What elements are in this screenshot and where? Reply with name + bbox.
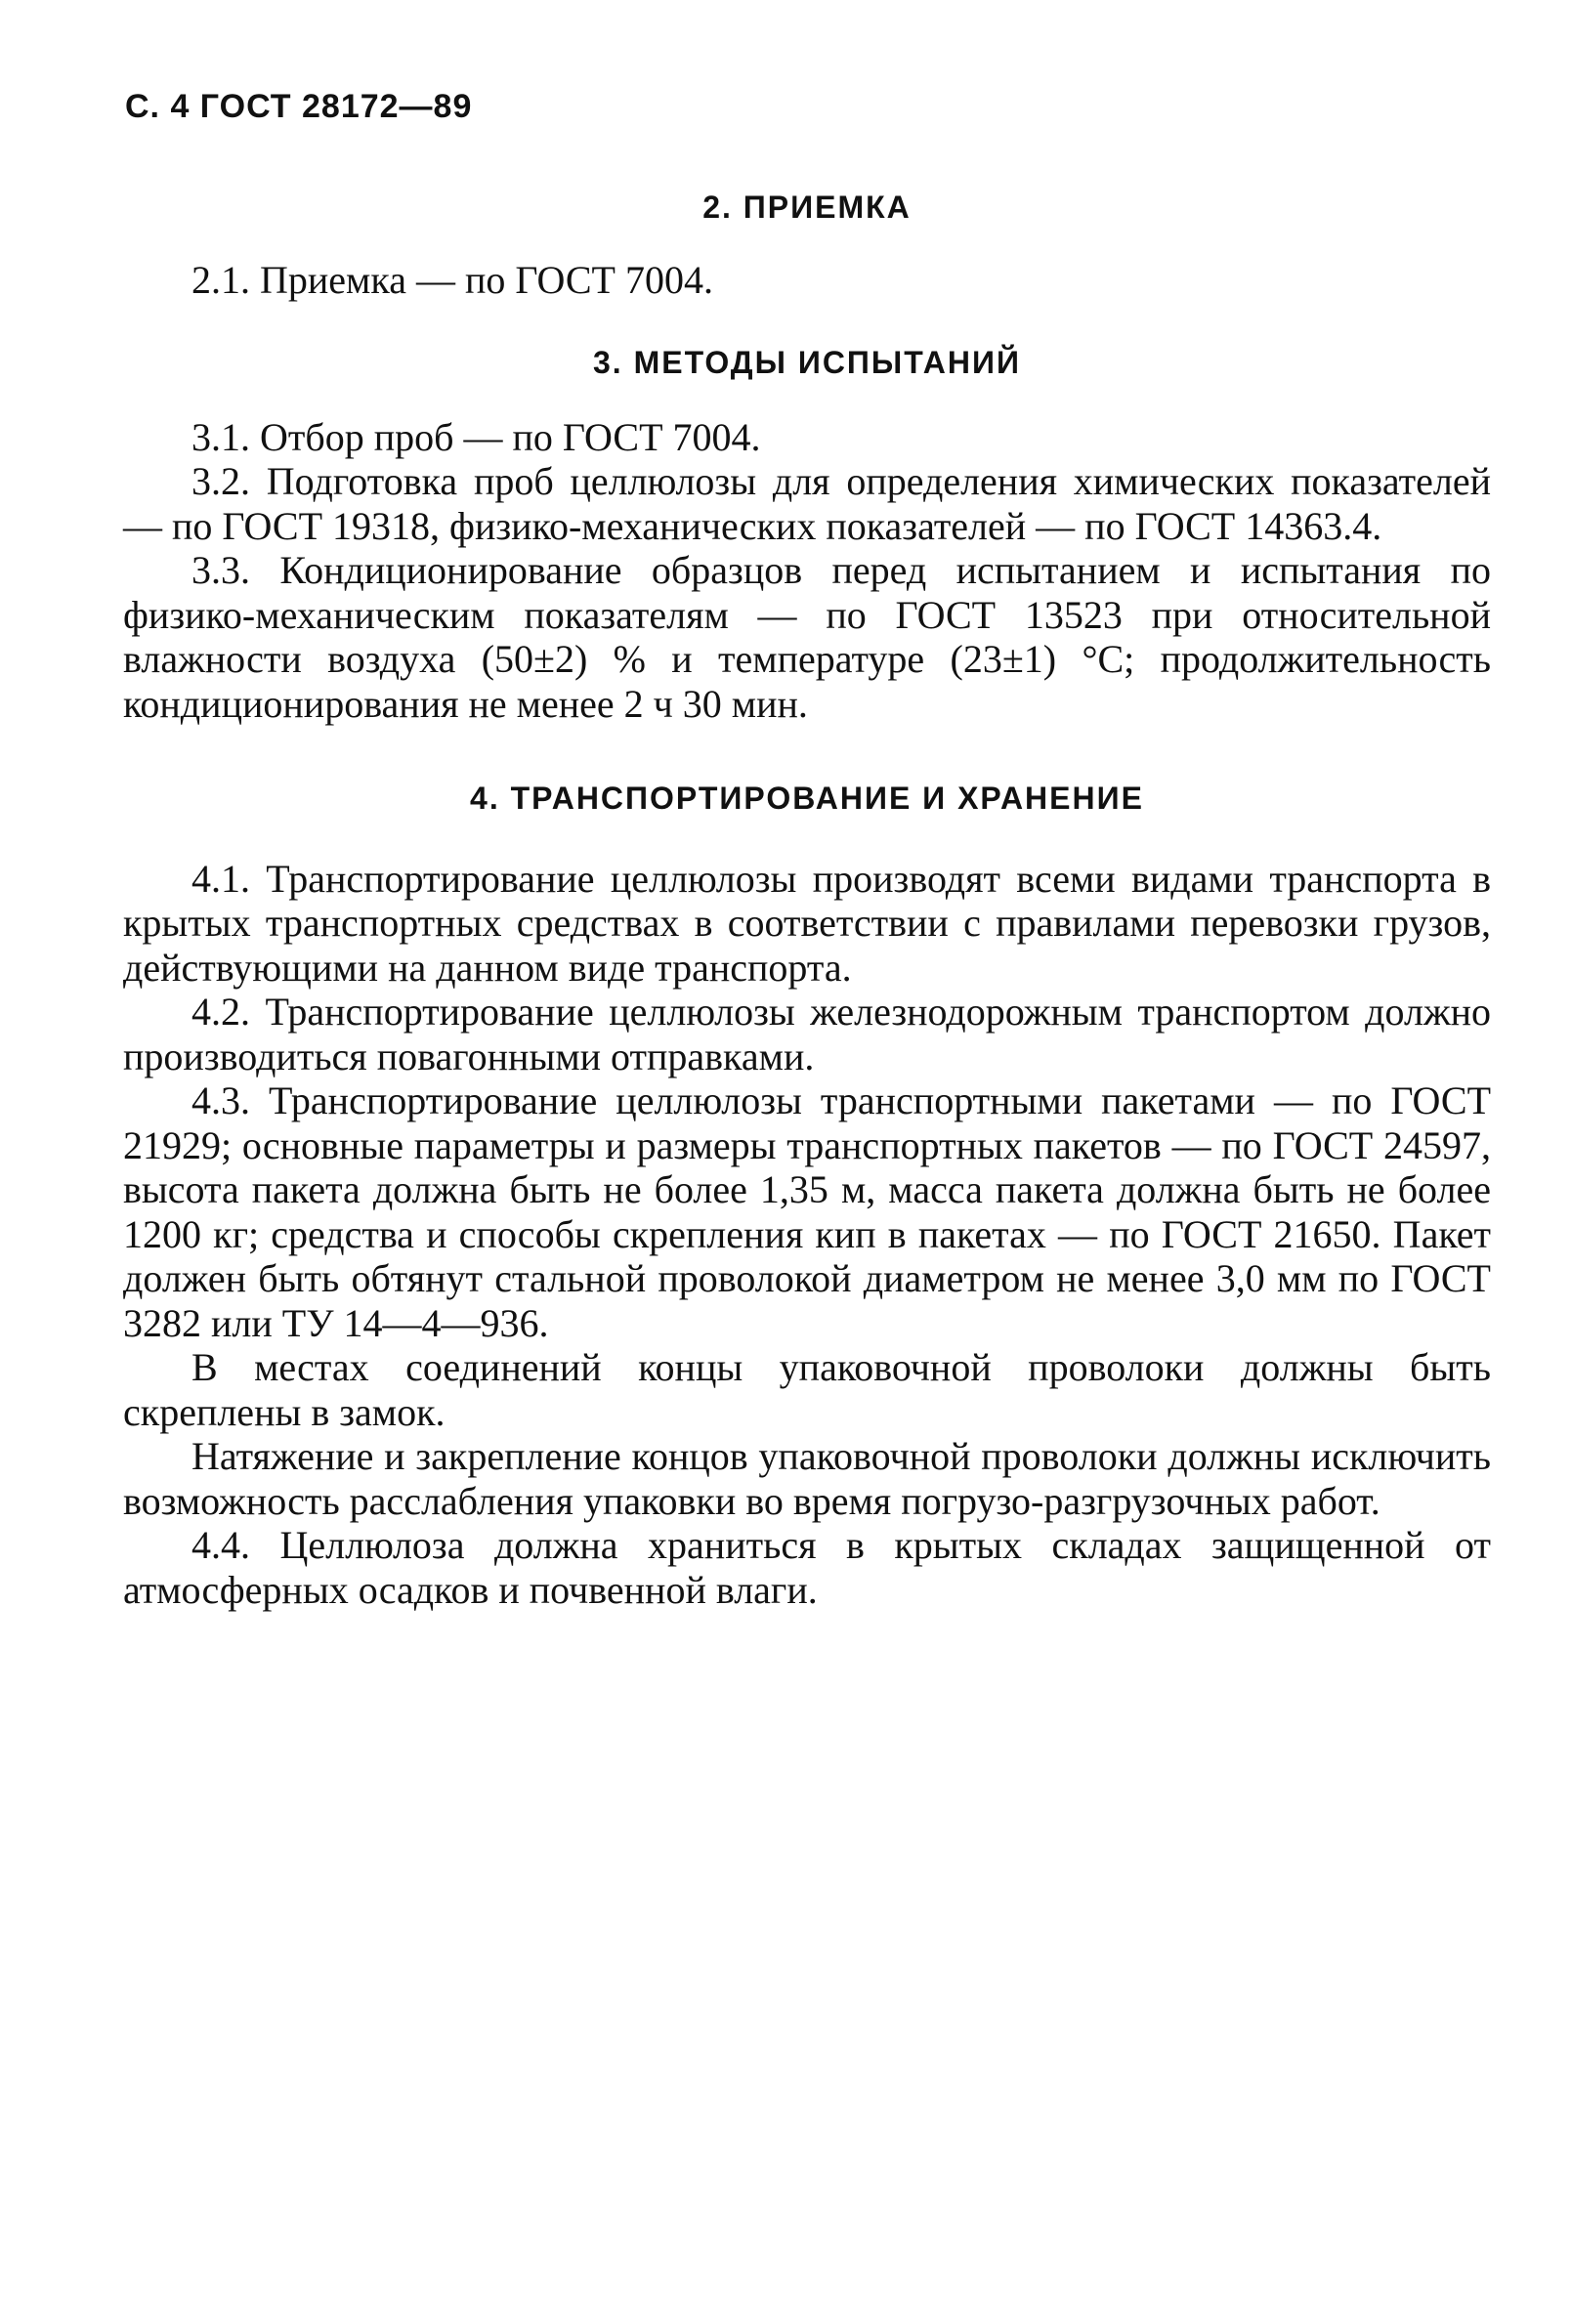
paragraph-wire-joints: В местах соединений концы упаковочной проволоки должны быть скреплены в замок. xyxy=(123,1345,1491,1434)
paragraph-3-1: 3.1. Отбор проб — по ГОСТ 7004. xyxy=(191,414,761,459)
document-body xyxy=(123,186,1491,1612)
section-title-acceptance: 2. ПРИЕМКА xyxy=(702,190,912,225)
paragraph-wire-tension: Натяжение и закрепление концов упаковочной проволоки должны исключить возможность расслабления упаковки во время погрузо-разгрузочных работ. xyxy=(123,1434,1491,1523)
paragraph-4-4: 4.4. Целлюлоза должна храниться в крытых складах защищенной от атмосферных осадков и почвенной влаги. xyxy=(123,1523,1491,1612)
paragraph-4-3: 4.3. Транспортирование целлюлозы транспортными пакетами — по ГОСТ 21929; основные параметры и размеры транспортных пакетов — по ГОСТ 24597, высота пакета должна быть не более 1,35 м, масса пакета должна быть не более 1200 кг; средства и способы скрепления кип в пакетах — по ГОСТ 21650. Пакет должен быть обтянут стальной проволокой диаметром не менее 3,0 мм по ГОСТ 3282 или ТУ 14—4—936. xyxy=(123,1078,1491,1345)
section-title-test-methods: 3. МЕТОДЫ ИСПЫТАНИЙ xyxy=(593,345,1021,380)
paragraph-2-1: 2.1. Приемка — по ГОСТ 7004. xyxy=(191,257,713,302)
paragraph-4-1: 4.1. Транспортирование целлюлозы производят всеми видами транспорта в крытых транспортных средствах в соответствии с правилами перевозки грузов, действующими на данном виде транспорта. xyxy=(123,856,1491,990)
paragraph-3-3: 3.3. Кондиционирование образцов перед испытанием и испытания по физико-механическим показателям — по ГОСТ 13523 при относительной влажности воздуха (50±2) % и температуре (23±1) °С; продолжительность кондиционирования не менее 2 ч 30 мин. xyxy=(123,548,1491,726)
paragraph-4-2: 4.2. Транспортирование целлюлозы железнодорожным транспортом должно производиться повагонными отправками. xyxy=(123,990,1491,1078)
page-header: С. 4 ГОСТ 28172—89 xyxy=(125,88,473,125)
section-title-transport-storage: 4. ТРАНСПОРТИРОВАНИЕ И ХРАНЕНИЕ xyxy=(470,781,1144,816)
paragraph-3-2: 3.2. Подготовка проб целлюлозы для определения химических показателей — по ГОСТ 19318, физико-механических показателей — по ГОСТ 14363.4. xyxy=(123,459,1491,548)
